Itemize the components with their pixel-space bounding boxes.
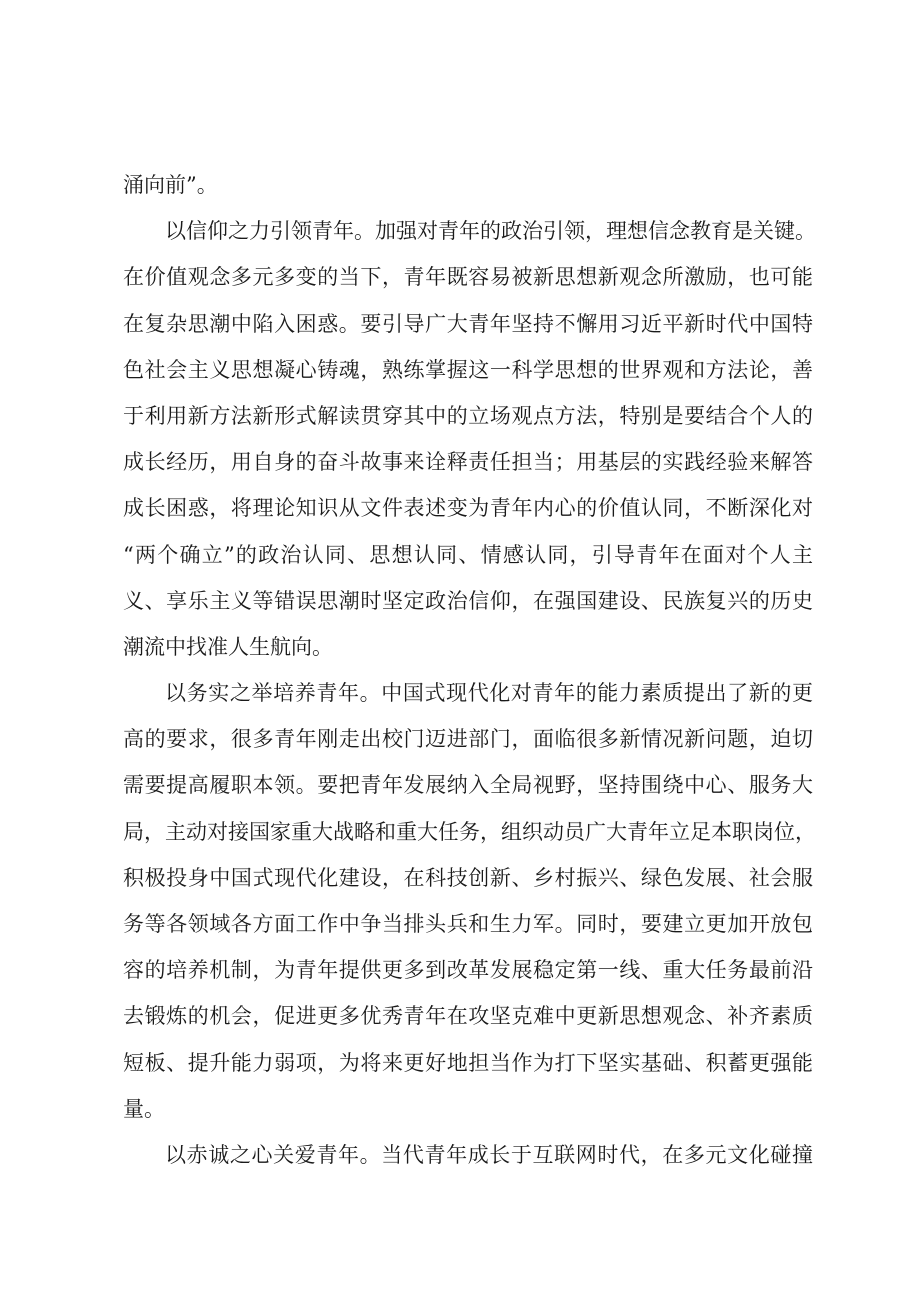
paragraph-first-line: 以务实之举培养青年。中国式现代化对青年的能力素质提出了新的更 — [165, 681, 813, 706]
text-line: 义、享乐主义等错误思潮时坚定政治信仰，在强国建设、民族复兴的历史 — [123, 588, 813, 613]
text-line: 潮流中找准人生航向。 — [123, 634, 333, 659]
paragraph-first-line: 以信仰之力引领青年。加强对青年的政治引领，理想信念教育是关键。 — [165, 219, 816, 244]
text-line: 积极投身中国式现代化建设，在科技创新、乡村振兴、绿色发展、社会服 — [123, 865, 813, 890]
text-line: 需要提高履职本领。要把青年发展纳入全局视野，坚持围绕中心、服务大 — [123, 773, 813, 798]
text-line: 于利用新方法新形式解读贯穿其中的立场观点方法，特别是要结合个人的 — [123, 403, 813, 428]
text-line: “两个确立”的政治认同、思想认同、情感认同，引导青年在面对个人主 — [123, 542, 813, 567]
text-line: 涌向前”。 — [123, 173, 218, 197]
text-line: 务等各领域各方面工作中争当排头兵和生力军。同时，要建立更加开放包 — [123, 912, 813, 936]
text-line: 容的培养机制，为青年提供更多到改革发展稳定第一线、重大任务最前沿 — [123, 958, 813, 983]
paragraph-first-line: 以赤诚之心关爱青年。当代青年成长于互联网时代，在多元文化碰撞 — [165, 1142, 813, 1167]
text-line: 在复杂思潮中陷入困惑。要引导广大青年坚持不懈用习近平新时代中国特 — [123, 311, 813, 336]
text-line: 成长经历，用自身的奋斗故事来诠释责任担当；用基层的实践经验来解答 — [123, 450, 813, 475]
text-line: 色社会主义思想凝心铸魂，熟练掌握这一科学思想的世界观和方法论，善 — [123, 357, 813, 382]
text-line: 在价值观念多元多变的当下，青年既容易被新思想新观念所激励，也可能 — [123, 265, 813, 290]
text-line: 量。 — [123, 1096, 165, 1121]
text-line: 局，主动对接国家重大战略和重大任务，组织动员广大青年立足本职岗位， — [123, 819, 816, 844]
text-line: 去锻炼的机会，促进更多优秀青年在攻坚克难中更新思想观念、补齐素质 — [123, 1004, 813, 1029]
text-line: 短板、提升能力弱项，为将来更好地担当作为打下坚实基础、积蓄更强能 — [123, 1050, 813, 1075]
text-line: 成长困惑，将理论知识从文件表述变为青年内心的价值认同，不断深化对 — [123, 496, 813, 521]
body-text — [123, 162, 816, 1178]
text-line: 高的要求，很多青年刚走出校门迈进部门，面临很多新情况新问题，迫切 — [123, 727, 813, 752]
